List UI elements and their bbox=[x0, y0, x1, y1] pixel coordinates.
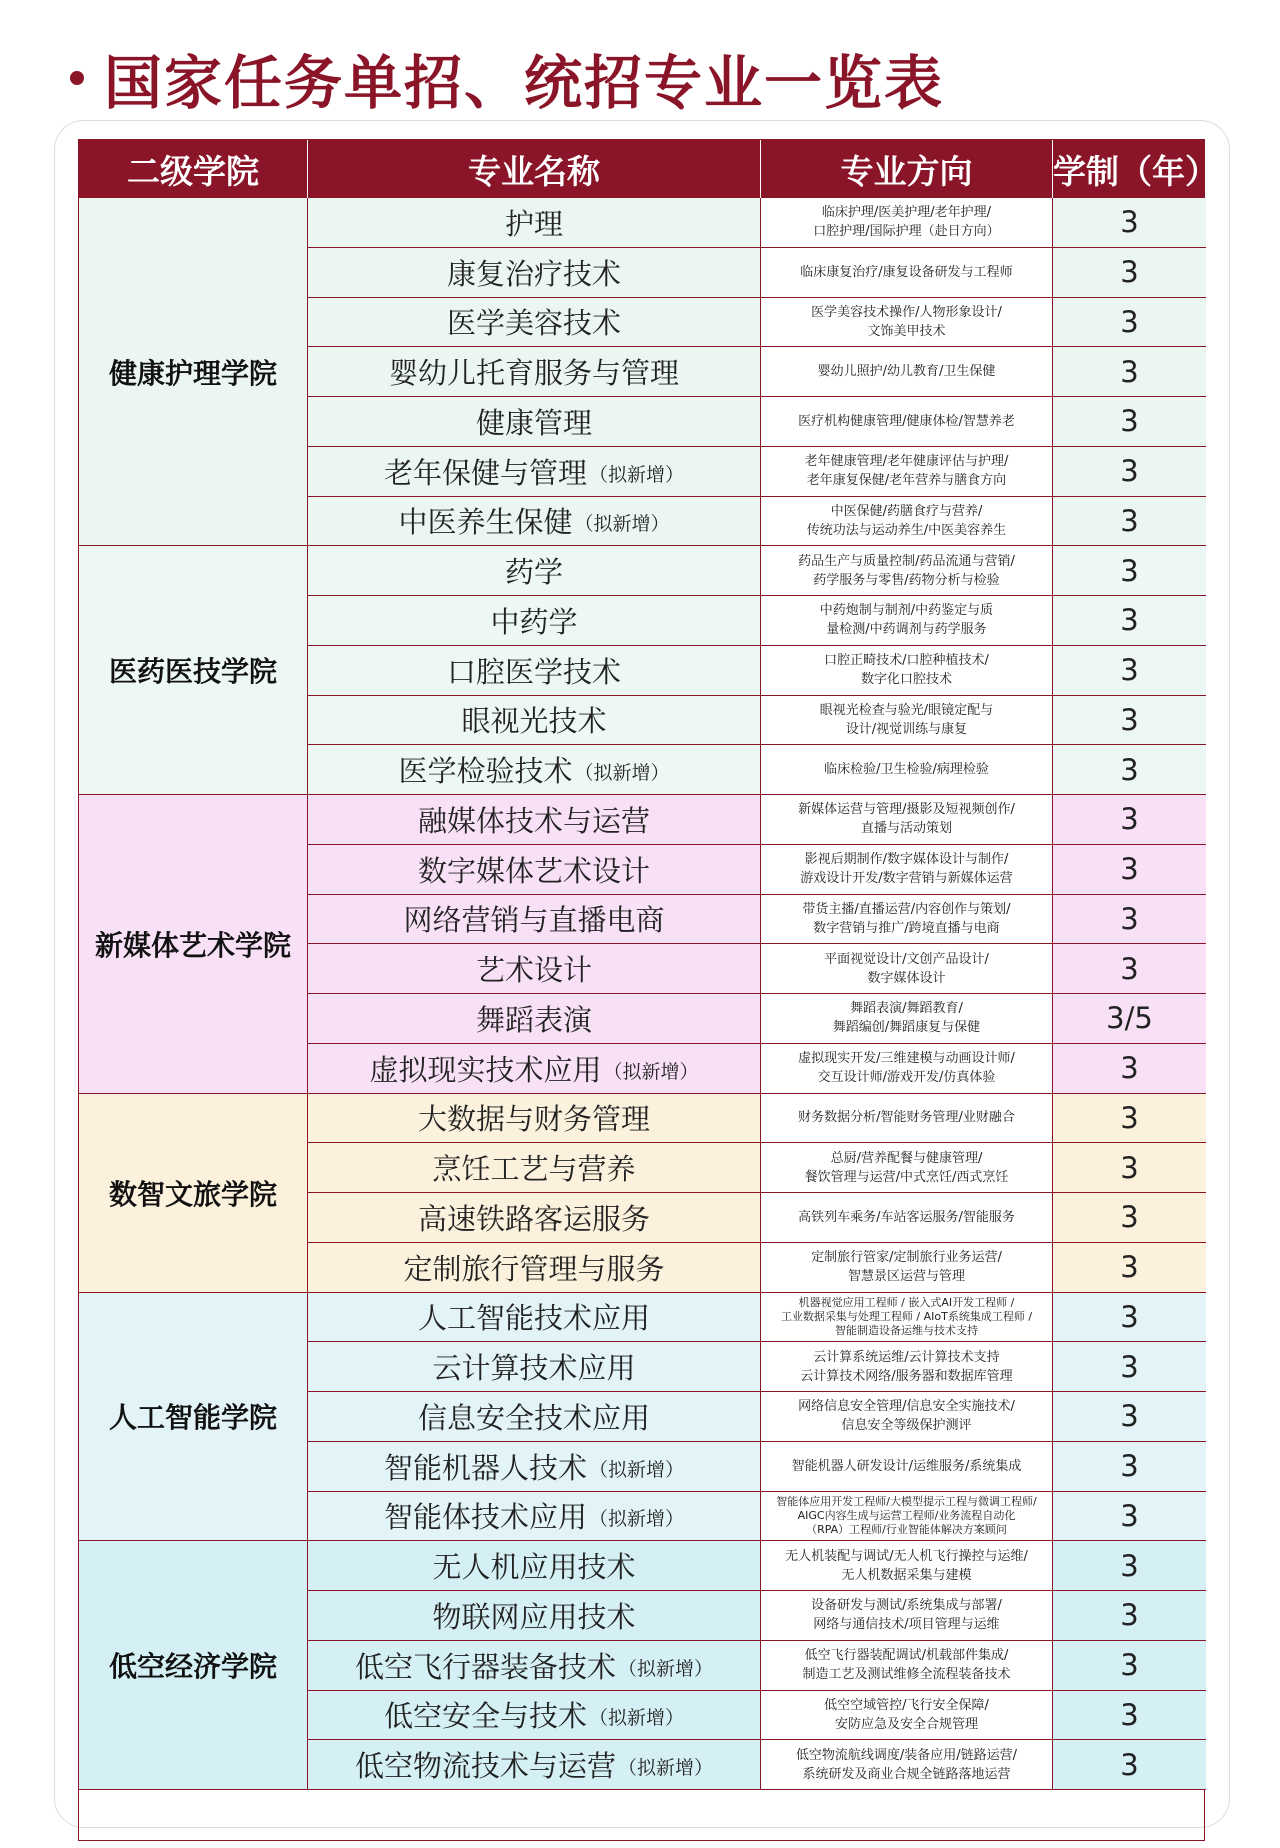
major-direction: 中医保健/药膳食疗与营养/ 传统功法与运动养生/中医美容养生 bbox=[761, 497, 1053, 547]
major-name-cell bbox=[308, 546, 761, 596]
major-name-cell bbox=[308, 1243, 761, 1293]
major-direction: 口腔正畸技术/口腔种植技术/ 数字化口腔技术 bbox=[761, 646, 1053, 696]
major-direction: 低空飞行器装配调试/机载部件集成/ 制造工艺及测试维修全流程装备技术 bbox=[761, 1641, 1053, 1691]
study-years: 3 bbox=[1053, 248, 1206, 298]
study-years: 3 bbox=[1053, 1442, 1206, 1492]
major-name: 人工智能技术应用 bbox=[417, 1301, 650, 1336]
study-years: 3 bbox=[1053, 447, 1206, 497]
major-direction: 网络信息安全管理/信息安全实施技术/ 信息安全等级保护测评 bbox=[761, 1392, 1053, 1442]
major-name-cell bbox=[308, 745, 761, 795]
major-direction: 虚拟现实开发/三维建模与动画设计师/ 交互设计师/游戏开发/仿真体验 bbox=[761, 1044, 1053, 1094]
study-years: 3 bbox=[1053, 546, 1206, 596]
major-name-cell bbox=[308, 646, 761, 696]
header-college: 二级学院 bbox=[79, 140, 308, 198]
major-direction: 医疗机构健康管理/健康体检/智慧养老 bbox=[761, 397, 1053, 447]
study-years: 3 bbox=[1053, 1044, 1206, 1094]
major-name: 无人机应用技术 bbox=[432, 1550, 636, 1585]
study-years: 3 bbox=[1053, 1193, 1206, 1243]
study-years: 3 bbox=[1053, 497, 1206, 547]
study-years: 3/5 bbox=[1053, 994, 1206, 1044]
major-direction: 云计算系统运维/云计算技术支持 云计算技术网络/服务器和数据库管理 bbox=[761, 1342, 1053, 1392]
major-name: 虚拟现实技术应用 bbox=[369, 1052, 602, 1087]
major-direction: 无人机装配与调试/无人机飞行操控与运维/ 无人机数据采集与建模 bbox=[761, 1541, 1053, 1591]
major-direction: 定制旅行管家/定制旅行业务运营/ 智慧景区运营与管理 bbox=[761, 1243, 1053, 1293]
college-name: 医药医技学院 bbox=[79, 546, 308, 795]
major-name: 大数据与财务管理 bbox=[417, 1102, 650, 1137]
major-name: 护理 bbox=[504, 206, 563, 241]
college-name: 数智文旅学院 bbox=[79, 1094, 308, 1293]
major-name-cell bbox=[308, 1293, 761, 1343]
major-direction: 新媒体运营与管理/摄影及短视频创作/ 直播与活动策划 bbox=[761, 795, 1053, 845]
study-years: 3 bbox=[1053, 646, 1206, 696]
major-direction: 中药炮制与制剂/中药鉴定与质 量检测/中药调剂与药学服务 bbox=[761, 596, 1053, 646]
major-name-cell bbox=[308, 447, 761, 497]
major-name-cell bbox=[308, 1044, 761, 1094]
major-name: 融媒体技术与运营 bbox=[417, 803, 650, 838]
study-years: 3 bbox=[1053, 596, 1206, 646]
major-name: 物联网应用技术 bbox=[432, 1599, 636, 1634]
study-years: 3 bbox=[1053, 1392, 1206, 1442]
study-years: 3 bbox=[1053, 1293, 1206, 1343]
major-name: 艺术设计 bbox=[475, 953, 592, 988]
major-name-cell bbox=[308, 1193, 761, 1243]
page-title bbox=[70, 38, 944, 118]
new-major-tag: （拟新增） bbox=[574, 513, 670, 536]
major-name: 低空安全与技术 bbox=[383, 1699, 587, 1734]
major-name-cell bbox=[308, 1342, 761, 1392]
study-years: 3 bbox=[1053, 1541, 1206, 1591]
major-name: 医学美容技术 bbox=[446, 306, 621, 341]
major-direction: 临床护理/医美护理/老年护理/ 口腔护理/国际护理（赴日方向） bbox=[761, 198, 1053, 248]
major-name-cell bbox=[308, 298, 761, 348]
major-name-cell bbox=[308, 596, 761, 646]
major-direction: 带货主播/直播运营/内容创作与策划/ 数字营销与推广/跨境直播与电商 bbox=[761, 895, 1053, 945]
major-direction: 医学美容技术操作/人物形象设计/ 文饰美甲技术 bbox=[761, 298, 1053, 348]
major-name-cell bbox=[308, 1094, 761, 1144]
study-years: 3 bbox=[1053, 198, 1206, 248]
major-name: 眼视光技术 bbox=[461, 704, 607, 739]
major-name: 中医养生保健 bbox=[398, 505, 573, 540]
study-years: 3 bbox=[1053, 1691, 1206, 1741]
major-name: 低空飞行器装备技术 bbox=[354, 1649, 616, 1684]
major-name: 低空物流技术与运营 bbox=[354, 1749, 616, 1784]
major-name-cell bbox=[308, 944, 761, 994]
major-name: 婴幼儿托育服务与管理 bbox=[388, 356, 679, 391]
major-direction: 老年健康管理/老年健康评估与护理/ 老年康复保健/老年营养与膳食方向 bbox=[761, 447, 1053, 497]
study-years: 3 bbox=[1053, 298, 1206, 348]
major-name: 高速铁路客运服务 bbox=[417, 1201, 650, 1236]
major-direction: 药品生产与质量控制/药品流通与营销/ 药学服务与零售/药物分析与检验 bbox=[761, 546, 1053, 596]
college-name: 低空经济学院 bbox=[79, 1541, 308, 1790]
study-years: 3 bbox=[1053, 347, 1206, 397]
college-name: 新媒体艺术学院 bbox=[79, 795, 308, 1094]
major-name: 医学检验技术 bbox=[398, 754, 573, 789]
major-direction: 高铁列车乘务/车站客运服务/智能服务 bbox=[761, 1193, 1053, 1243]
new-major-tag: （拟新增） bbox=[589, 463, 685, 486]
study-years: 3 bbox=[1053, 696, 1206, 746]
major-name-cell bbox=[308, 1691, 761, 1741]
major-name-cell bbox=[308, 1740, 761, 1790]
major-name-cell bbox=[308, 1492, 761, 1542]
major-name-cell bbox=[308, 994, 761, 1044]
major-name-cell bbox=[308, 497, 761, 547]
major-name-cell bbox=[308, 1392, 761, 1442]
new-major-tag: （拟新增） bbox=[589, 1458, 685, 1481]
major-name: 健康管理 bbox=[475, 405, 592, 440]
new-major-tag: （拟新增） bbox=[589, 1508, 685, 1531]
major-name-cell bbox=[308, 895, 761, 945]
major-direction: 平面视觉设计/文创产品设计/ 数字媒体设计 bbox=[761, 944, 1053, 994]
study-years: 3 bbox=[1053, 1243, 1206, 1293]
new-major-tag: （拟新增） bbox=[603, 1060, 699, 1083]
study-years: 3 bbox=[1053, 944, 1206, 994]
major-name-cell bbox=[308, 397, 761, 447]
study-years: 3 bbox=[1053, 745, 1206, 795]
study-years: 3 bbox=[1053, 1342, 1206, 1392]
major-direction: 智能体应用开发工程师/大模型提示工程与微调工程师/ AIGC内容生成与运营工程师/业务流程自动化 （RPA）工程师/行业智能体解决方案顾问 bbox=[761, 1492, 1053, 1542]
major-name-cell bbox=[308, 696, 761, 746]
major-direction: 眼视光检查与验光/眼镜定配与 设计/视觉训练与康复 bbox=[761, 696, 1053, 746]
major-direction: 设备研发与测试/系统集成与部署/ 网络与通信技术/项目管理与运维 bbox=[761, 1591, 1053, 1641]
study-years: 3 bbox=[1053, 1143, 1206, 1193]
major-name: 烹饪工艺与营养 bbox=[432, 1152, 636, 1187]
page-title-text: 国家任务单招、统招专业一览表 bbox=[104, 49, 945, 117]
major-direction: 低空空域管控/飞行安全保障/ 安防应急及安全合规管理 bbox=[761, 1691, 1053, 1741]
majors-table bbox=[78, 139, 1218, 1841]
major-name: 中药学 bbox=[490, 604, 578, 639]
major-name: 定制旅行管理与服务 bbox=[403, 1251, 665, 1286]
major-direction: 影视后期制作/数字媒体设计与制作/ 游戏设计开发/数字营销与新媒体运营 bbox=[761, 845, 1053, 895]
major-name-cell bbox=[308, 1143, 761, 1193]
header-years: 学制（年） bbox=[1053, 140, 1206, 198]
study-years: 3 bbox=[1053, 795, 1206, 845]
major-name: 舞蹈表演 bbox=[475, 1002, 592, 1037]
major-name: 老年保健与管理 bbox=[383, 455, 587, 490]
header-major: 专业名称 bbox=[308, 140, 761, 198]
study-years: 3 bbox=[1053, 1740, 1206, 1790]
major-name: 信息安全技术应用 bbox=[417, 1400, 650, 1435]
major-name-cell bbox=[308, 1641, 761, 1691]
study-years: 3 bbox=[1053, 1591, 1206, 1641]
major-direction: 低空物流航线调度/装备应用/链路运营/ 系统研发及商业合规全链路落地运营 bbox=[761, 1740, 1053, 1790]
college-name: 健康护理学院 bbox=[79, 198, 308, 546]
major-direction: 智能机器人研发设计/运维服务/系统集成 bbox=[761, 1442, 1053, 1492]
new-major-tag: （拟新增） bbox=[618, 1657, 714, 1680]
new-major-tag: （拟新增） bbox=[618, 1757, 714, 1780]
study-years: 3 bbox=[1053, 1641, 1206, 1691]
major-name-cell bbox=[308, 347, 761, 397]
new-major-tag: （拟新增） bbox=[589, 1707, 685, 1730]
major-name: 智能体技术应用 bbox=[383, 1500, 587, 1535]
major-name: 数字媒体艺术设计 bbox=[417, 853, 650, 888]
major-name: 药学 bbox=[504, 555, 563, 590]
major-name-cell bbox=[308, 1442, 761, 1492]
study-years: 3 bbox=[1053, 895, 1206, 945]
study-years: 3 bbox=[1053, 845, 1206, 895]
college-name: 人工智能学院 bbox=[79, 1293, 308, 1542]
major-name-cell bbox=[308, 795, 761, 845]
major-name: 网络营销与直播电商 bbox=[403, 903, 665, 938]
major-name-cell bbox=[308, 1541, 761, 1591]
major-direction: 舞蹈表演/舞蹈教育/ 舞蹈编创/舞蹈康复与保健 bbox=[761, 994, 1053, 1044]
major-direction: 婴幼儿照护/幼儿教育/卫生保健 bbox=[761, 347, 1053, 397]
major-direction: 机器视觉应用工程师 / 嵌入式AI开发工程师 / 工业数据采集与处理工程师 / AIoT系统集成工程师 / 智能制造设备运维与技术支持 bbox=[761, 1293, 1053, 1343]
major-direction: 临床检验/卫生检验/病理检验 bbox=[761, 745, 1053, 795]
major-direction: 总厨/营养配餐与健康管理/ 餐饮管理与运营/中式烹饪/西式烹饪 bbox=[761, 1143, 1053, 1193]
header-direction: 专业方向 bbox=[761, 140, 1053, 198]
new-major-tag: （拟新增） bbox=[574, 762, 670, 785]
major-name-cell bbox=[308, 198, 761, 248]
major-name-cell bbox=[308, 845, 761, 895]
major-direction: 财务数据分析/智能财务管理/业财融合 bbox=[761, 1094, 1053, 1144]
study-years: 3 bbox=[1053, 1094, 1206, 1144]
major-name-cell bbox=[308, 1591, 761, 1641]
major-name: 口腔医学技术 bbox=[446, 654, 621, 689]
major-name: 云计算技术应用 bbox=[432, 1351, 636, 1386]
bullet-dot-icon bbox=[70, 71, 84, 85]
major-name-cell bbox=[308, 248, 761, 298]
major-name: 智能机器人技术 bbox=[383, 1450, 587, 1485]
study-years: 3 bbox=[1053, 397, 1206, 447]
major-direction: 临床康复治疗/康复设备研发与工程师 bbox=[761, 248, 1053, 298]
major-name: 康复治疗技术 bbox=[446, 256, 621, 291]
study-years: 3 bbox=[1053, 1492, 1206, 1542]
